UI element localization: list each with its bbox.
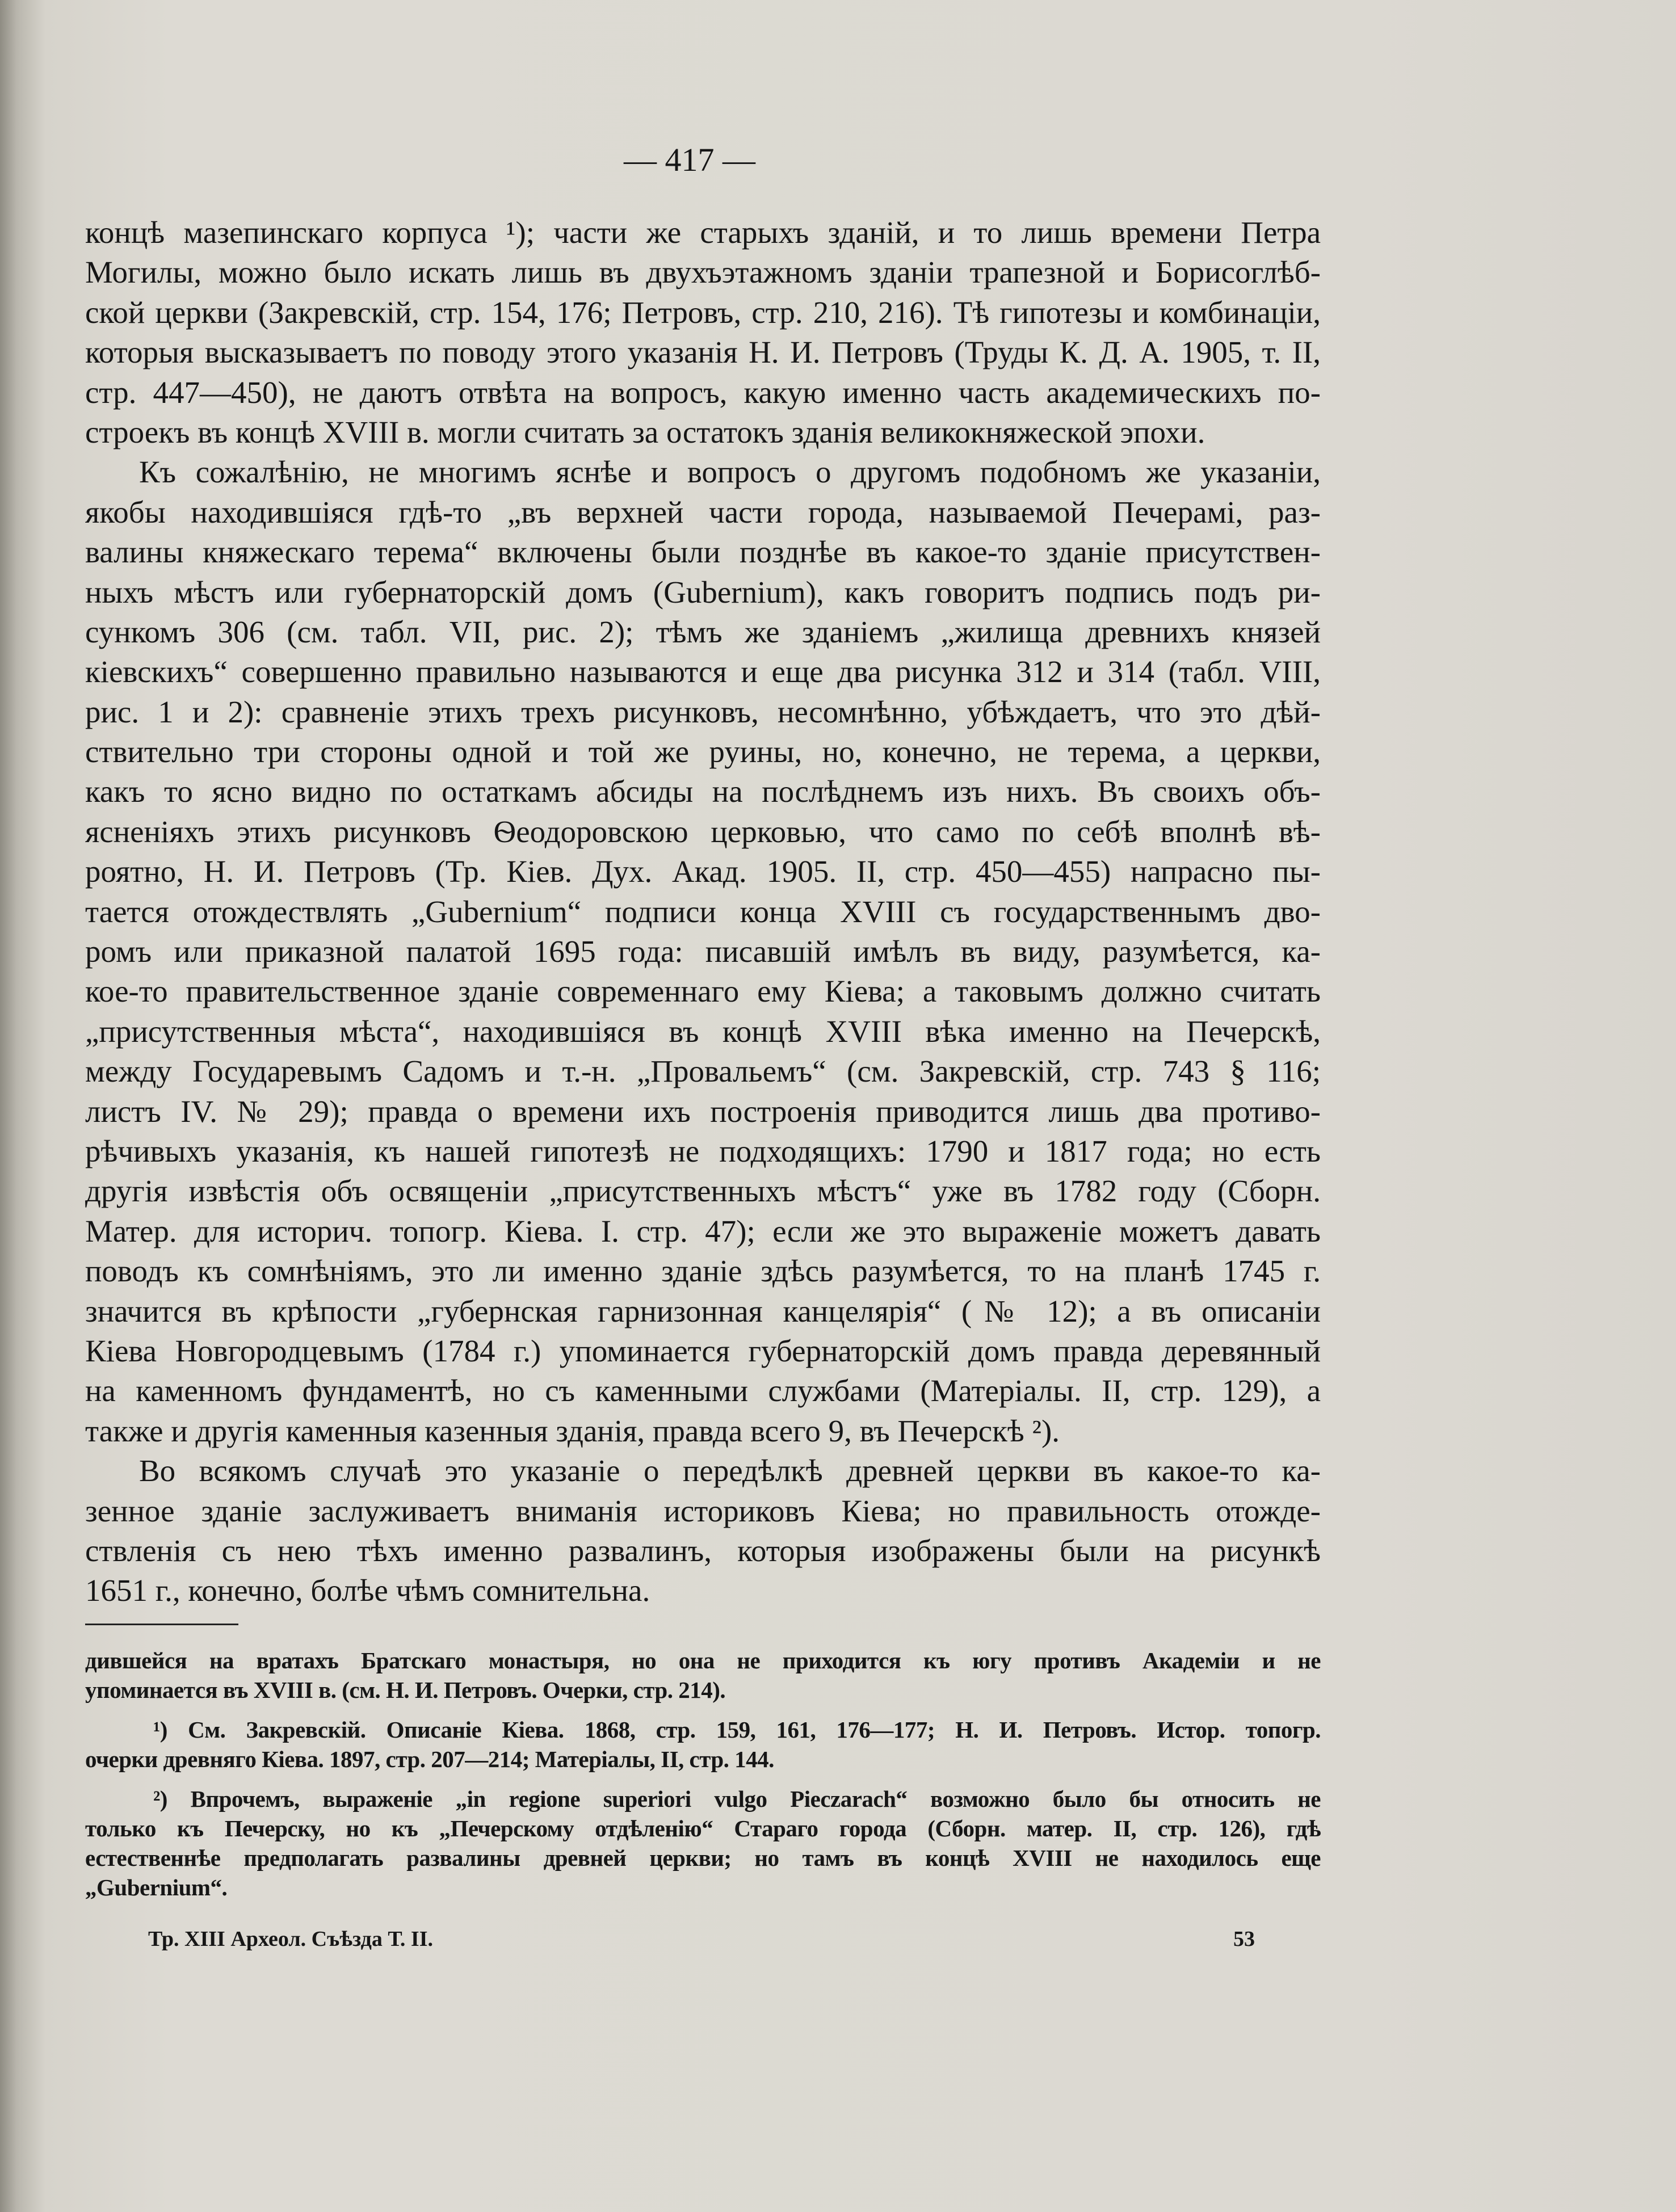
text-line: кіевскихъ“ совершенно правильно называются и еще два рисунка 312 и 314 (табл. VIII,	[85, 654, 1321, 689]
text-line: ствительно три стороны одной и той же руины, но, конечно, не терема, а церкви,	[85, 734, 1321, 769]
text-line: ромъ или приказной палатой 1695 года: писавшій имѣлъ въ виду, разумѣется, ка-	[85, 934, 1321, 969]
text-line: между Государевымъ Садомъ и т.-н. „Провальемъ“ (см. Закревскій, стр. 743 § 116;	[85, 1054, 1321, 1089]
text-line: ясненіяхъ этихъ рисунковъ Ѳеодоровскою церковью, что само по себѣ вполнѣ вѣ-	[85, 814, 1321, 849]
text-line: стр. 447—450), не даютъ отвѣта на вопросъ, какую именно часть академическихъ по-	[85, 375, 1321, 410]
footer-signature: Тр. XIII Археол. Съѣзда Т. II.	[148, 1927, 433, 1951]
text-line: ¹) См. Закревскій. Описаніе Кіева. 1868, стр. 159, 161, 176—177; Н. И. Петровъ. Истор. топогр.	[153, 1717, 1321, 1743]
text-line: упоминается въ XVIII в. (см. Н. И. Петровъ. Очерки, стр. 214).	[85, 1677, 726, 1703]
text-line: Могилы, можно было искать лишь въ двухъэтажномъ зданіи трапезной и Борисоглѣб-	[85, 255, 1321, 290]
text-line: строекъ въ концѣ XVIII в. могли считать за остатокъ зданія великокняжеской эпохи.	[85, 414, 1205, 449]
text-line: сункомъ 306 (см. табл. VII, рис. 2); тѣмъ же зданіемъ „жилища древнихъ князей	[85, 614, 1321, 649]
text-line: какъ то ясно видно по остаткамъ абсиды на послѣднемъ изъ нихъ. Въ своихъ объ-	[85, 774, 1321, 809]
page-number-header: — 417 —	[624, 141, 755, 178]
text-line: значится въ крѣпости „губернская гарнизонная канцелярія“ (№ 12); а въ описаніи	[85, 1293, 1321, 1328]
text-line: только къ Печерску, но къ „Печерскому отдѣленію“ Стараго города (Сборн. матер. II, стр. 126), гдѣ	[85, 1815, 1321, 1841]
footnote	[85, 1715, 1321, 1774]
text-line: дившейся на вратахъ Братскаго монастыря, но она не приходится къ югу противъ Академіи и не	[85, 1647, 1321, 1673]
text-line: которыя высказываетъ по поводу этого указанія Н. И. Петровъ (Труды К. Д. А. 1905, т. II,	[85, 335, 1321, 370]
text-line: тается отождествлять „Gubernium“ подписи конца XVIII съ государственнымъ дво-	[85, 894, 1321, 929]
text-line: Кіева Новгородцевымъ (1784 г.) упоминается губернаторскій домъ правда деревянный	[85, 1333, 1321, 1368]
text-line: Матер. для историч. топогр. Кіева. I. стр. 47); если же это выраженіе можетъ давать	[85, 1213, 1321, 1248]
text-line: другія извѣстія объ освященіи „присутственныхъ мѣстъ“ уже въ 1782 году (Сборн.	[85, 1174, 1321, 1209]
text-line: естественнѣе предполагать развалины древней церкви; но тамъ въ концѣ XVIII не находилось еще	[85, 1845, 1321, 1871]
footer-sheet-number: 53	[1233, 1927, 1255, 1951]
text-line: листъ IV. № 29); правда о времени ихъ построенія приводится лишь два противо-	[85, 1094, 1321, 1129]
main-text	[85, 213, 1321, 1611]
paragraph	[85, 213, 1321, 452]
text-line: „присутственныя мѣста“, находившіяся въ концѣ XVIII вѣка именно на Печерскѣ,	[85, 1014, 1321, 1049]
text-line: валины княжескаго терема“ включены были позднѣе въ какое-то зданіе присутствен-	[85, 535, 1321, 570]
footnote	[85, 1646, 1321, 1705]
footnotes	[85, 1646, 1321, 1912]
page-footer	[148, 1927, 1255, 1952]
text-line: 1651 г., конечно, болѣе чѣмъ сомнительна.	[85, 1573, 650, 1608]
text-line: ныхъ мѣстъ или губернаторскій домъ (Gubernium), какъ говоритъ подпись подъ ри-	[85, 574, 1321, 609]
text-line: Во всякомъ случаѣ это указаніе о передѣлкѣ древней церкви въ какое-то ка-	[139, 1453, 1321, 1488]
paragraph	[85, 452, 1321, 1451]
text-line: также и другія каменныя казенныя зданія, правда всего 9, въ Печерскѣ ²).	[85, 1413, 1060, 1448]
text-line: зенное зданіе заслуживаетъ вниманія историковъ Кіева; но правильность отожде-	[85, 1493, 1321, 1528]
text-line: концѣ мазепинскаго корпуса ¹); части же старыхъ зданій, и то лишь времени Петра	[85, 215, 1321, 250]
text-line: ствленія съ нею тѣхъ именно развалинъ, которыя изображены были на рисункѣ	[85, 1533, 1321, 1568]
footnote-divider	[85, 1624, 238, 1625]
text-line: „Gubernium“.	[85, 1874, 228, 1900]
footnote	[85, 1784, 1321, 1902]
paragraph	[85, 1451, 1321, 1611]
text-line: ²) Впрочемъ, выраженіе „in regione superiori vulgo Pieczarach“ возможно было бы относить не	[153, 1786, 1321, 1812]
text-line: очерки древняго Кіева. 1897, стр. 207—214; Матеріалы, II, стр. 144.	[85, 1746, 774, 1772]
text-line: на каменномъ фундаментѣ, но съ каменными службами (Матеріалы. II, стр. 129), а	[85, 1373, 1321, 1408]
text-line: роятно, Н. И. Петровъ (Тр. Кіев. Дух. Акад. 1905. II, стр. 450—455) напрасно пы-	[85, 854, 1321, 889]
text-line: поводъ къ сомнѣніямъ, это ли именно зданіе здѣсь разумѣется, то на планѣ 1745 г.	[85, 1254, 1321, 1289]
text-line: Къ сожалѣнію, не многимъ яснѣе и вопросъ о другомъ подобномъ же указаніи,	[139, 455, 1321, 490]
text-line: рис. 1 и 2): сравненіе этихъ трехъ рисунковъ, несомнѣнно, убѣждаетъ, что это дѣй-	[85, 694, 1321, 729]
text-line: рѣчивыхъ указанія, къ нашей гипотезѣ не подходящихъ: 1790 и 1817 года; но есть	[85, 1133, 1321, 1168]
text-line: кое-то правительственное зданіе современнаго ему Кіева; а таковымъ должно считать	[85, 974, 1321, 1009]
text-line: якобы находившіяся гдѣ-то „въ верхней части города, называемой Печерамі, раз-	[85, 494, 1321, 529]
text-line: ской церкви (Закревскій, стр. 154, 176; Петровъ, стр. 210, 216). Тѣ гипотезы и комбинаціи,	[85, 295, 1321, 330]
